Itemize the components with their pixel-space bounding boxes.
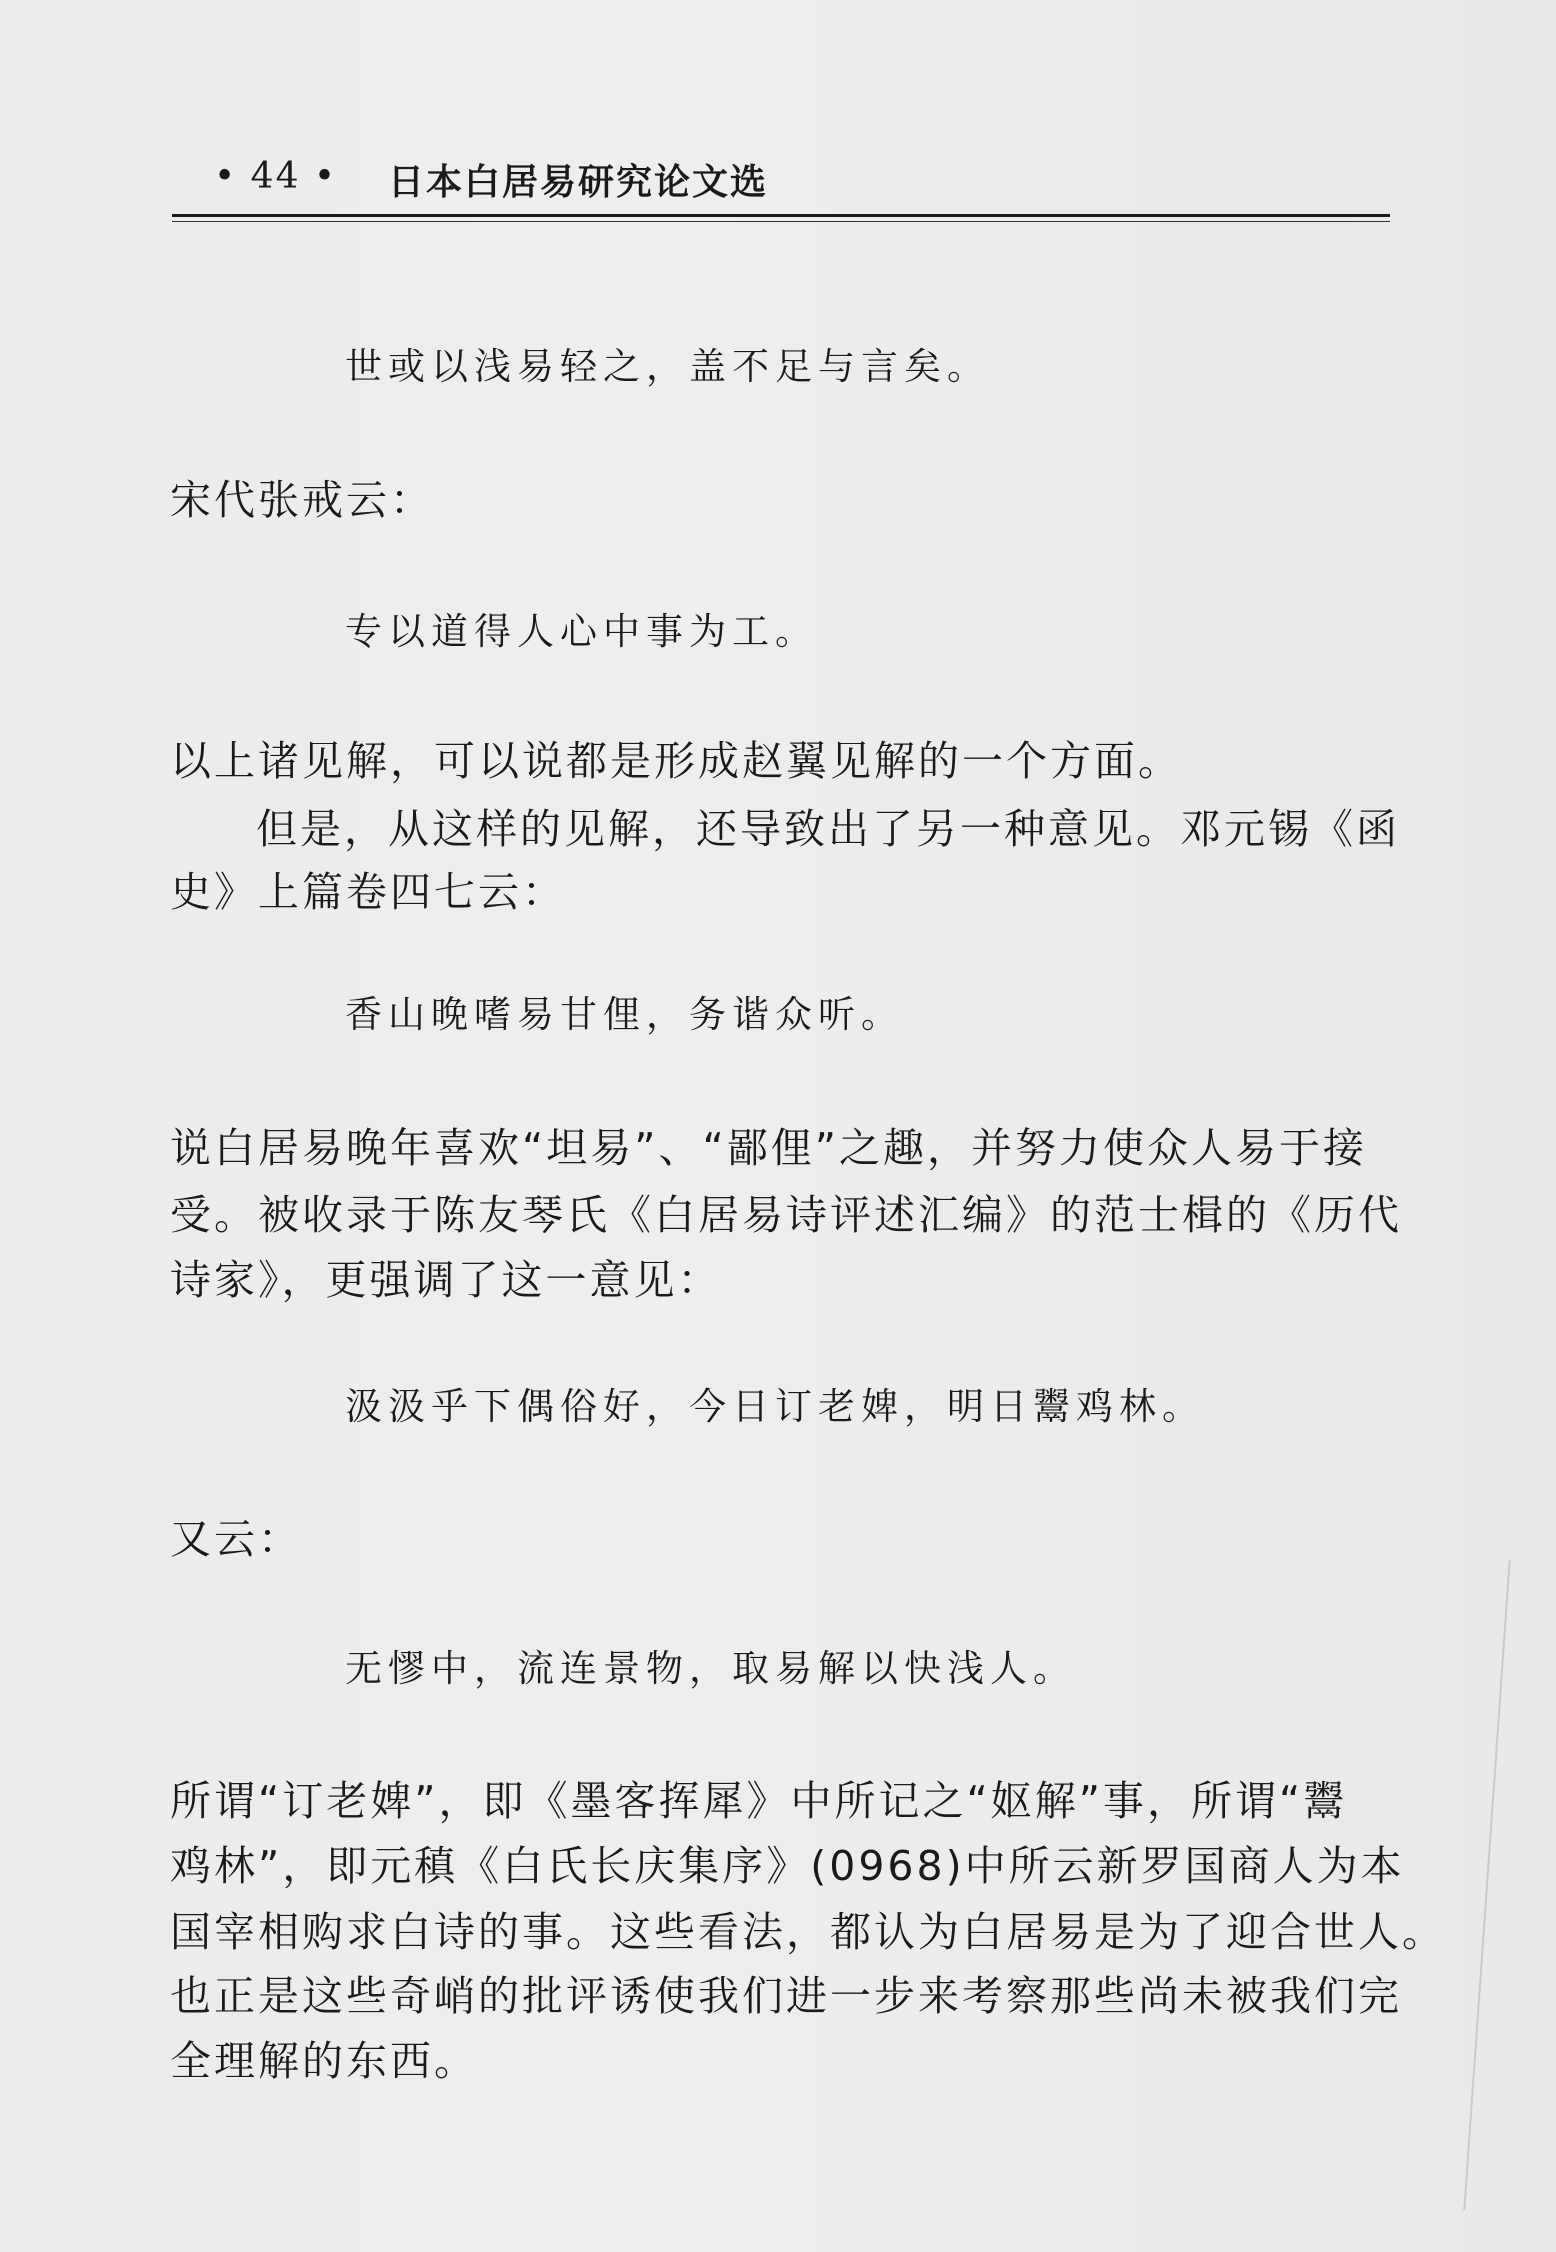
page-number: • 44 • xyxy=(214,156,338,197)
body-line: 以上诸见解，可以说都是形成赵翼见解的一个方面。 xyxy=(170,737,1182,785)
quote-line: 汲汲乎下偶俗好，今日订老婢，明日鬻鸡林。 xyxy=(345,1385,1205,1428)
body-line: 国宰相购求白诗的事。这些看法，都认为白居易是为了迎合世人。 xyxy=(170,1908,1446,1956)
running-header xyxy=(172,150,1390,224)
body-line: 宋代张戒云： xyxy=(170,476,434,524)
body-line: 全理解的东西。 xyxy=(170,2037,478,2085)
body-line: 诗家》，更强调了这一意见： xyxy=(170,1256,722,1304)
body-line: 但是，从这样的见解，还导致出了另一种意见。邓元锡《函 xyxy=(256,805,1400,853)
quote-line: 世或以浅易轻之，盖不足与言矣。 xyxy=(345,345,990,388)
book-title: 日本白居易研究论文选 xyxy=(388,162,769,203)
header-rule-thin xyxy=(172,221,1390,222)
body-line: 又云： xyxy=(170,1515,302,1563)
body-line: 所谓“订老婢”，即《墨客挥犀》中所记之“妪解”事，所谓“鬻 xyxy=(170,1777,1348,1825)
quote-line: 香山晚嗜易甘俚，务谐众听。 xyxy=(345,993,904,1036)
quote-line: 专以道得人心中事为工。 xyxy=(345,610,818,653)
body-line: 受。被收录于陈友琴氏《白居易诗评述汇编》的范士楫的《历代 xyxy=(170,1191,1402,1239)
page-fold-shadow xyxy=(1463,1560,1550,2210)
body-line: 史》上篇卷四七云： xyxy=(170,868,566,916)
body-line: 说白居易晚年喜欢“坦易”、“鄙俚”之趣，并努力使众人易于接 xyxy=(170,1124,1367,1172)
header-rule-thick xyxy=(172,214,1390,217)
body-line: 也正是这些奇峭的批评诱使我们进一步来考察那些尚未被我们完 xyxy=(170,1972,1402,2020)
body-line: 鸡林”，即元稹《白氏长庆集序》(0968)中所云新罗国商人为本 xyxy=(170,1842,1405,1890)
quote-line: 无憀中，流连景物，取易解以快浅人。 xyxy=(345,1647,1076,1690)
